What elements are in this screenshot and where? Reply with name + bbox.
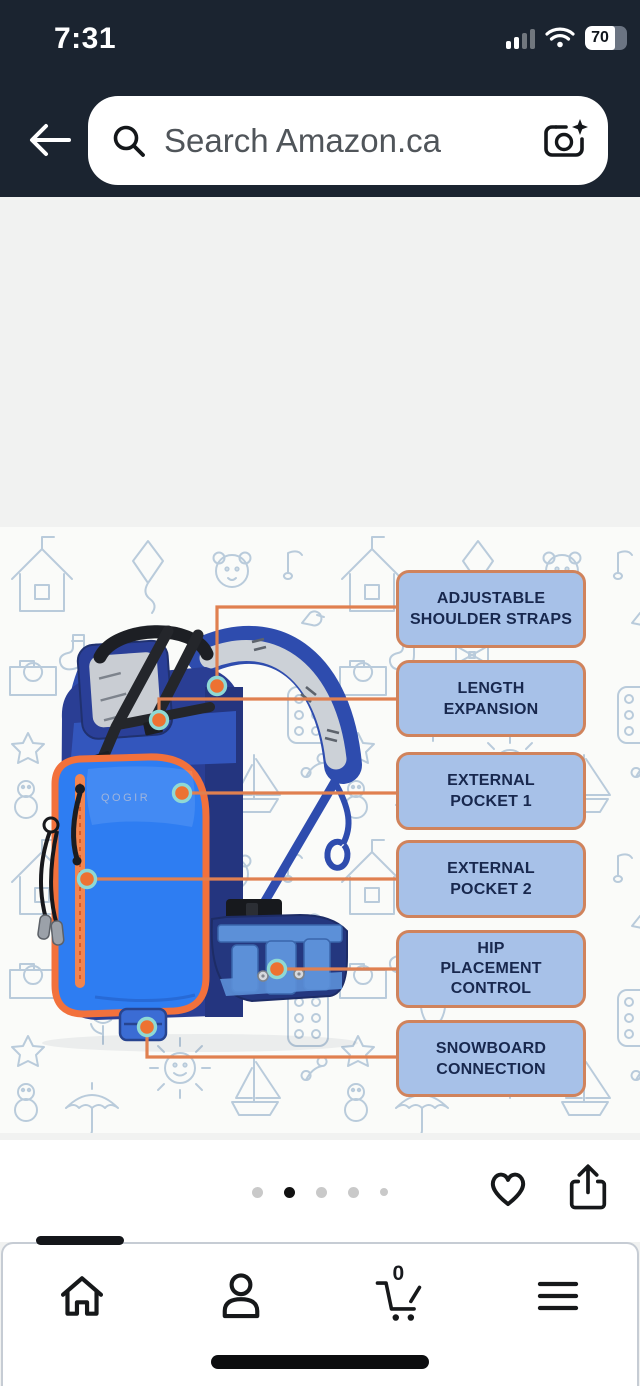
callout-snowboard-connection [396, 1020, 586, 1097]
share-button[interactable] [562, 1162, 614, 1214]
wifi-icon [545, 27, 575, 49]
search-input[interactable]: Search Amazon.ca [164, 121, 441, 159]
callout-line: LENGTH [457, 679, 525, 697]
share-icon [566, 1163, 610, 1213]
back-button[interactable] [24, 112, 76, 168]
nav-menu[interactable] [479, 1244, 638, 1348]
callout-line: SNOWBOARD [435, 1039, 547, 1057]
back-arrow-icon [27, 120, 73, 160]
cart-icon [374, 1268, 424, 1324]
cellular-signal-icon [506, 27, 535, 49]
home-indicator[interactable] [211, 1355, 429, 1369]
callout-line: SHOULDER STRAPS [409, 611, 573, 628]
callout-line: EXTERNAL [447, 860, 535, 877]
gallery-dot [380, 1188, 388, 1196]
gallery-toolbar [0, 1140, 640, 1242]
gallery-dot [348, 1187, 359, 1198]
gallery-dot [252, 1187, 263, 1198]
search-bar[interactable] [88, 96, 608, 185]
callout-line: PLACEMENT [440, 960, 542, 977]
camera-search-icon[interactable] [542, 117, 590, 165]
heart-icon [485, 1166, 531, 1210]
home-icon [56, 1272, 108, 1320]
battery-icon [585, 26, 622, 50]
status-time: 7:31 [54, 22, 117, 55]
active-tab-indicator [36, 1236, 124, 1245]
battery-level: 70 [591, 29, 609, 46]
callout-adjustable-shoulder-straps [396, 570, 586, 648]
profile-icon [217, 1271, 265, 1321]
cart-count-badge: 0 [392, 1262, 405, 1285]
gallery-actions [482, 1162, 614, 1214]
product-image-area [0, 197, 640, 1140]
menu-icon [534, 1275, 582, 1317]
nav-cart[interactable] [320, 1244, 479, 1348]
callout-line: EXTERNAL [447, 772, 535, 789]
gallery-dot [284, 1187, 295, 1198]
callout-line: CONTROL [450, 980, 532, 997]
callout-line: POCKET 2 [450, 881, 532, 898]
product-image[interactable] [0, 527, 640, 1133]
search-icon [110, 122, 148, 160]
nav-home[interactable] [3, 1244, 162, 1348]
callout-line: POCKET 1 [450, 793, 532, 810]
callout-line: EXPANSION [443, 700, 539, 718]
callout-external-pocket-1 [396, 752, 586, 830]
callout-hip-placement-control [396, 930, 586, 1008]
callout-line: ADJUSTABLE [436, 590, 546, 607]
callout-line: HIP [477, 940, 505, 957]
app-header [0, 0, 640, 197]
gallery-dot [316, 1187, 327, 1198]
nav-profile[interactable] [162, 1244, 321, 1348]
status-bar [0, 0, 640, 64]
callout-external-pocket-2 [396, 840, 586, 918]
wishlist-button[interactable] [482, 1162, 534, 1214]
callout-line: CONNECTION [436, 1060, 546, 1078]
callout-length-expansion [396, 660, 586, 737]
status-icons [506, 26, 622, 50]
brand-logo-text: QOGIR [101, 792, 151, 804]
